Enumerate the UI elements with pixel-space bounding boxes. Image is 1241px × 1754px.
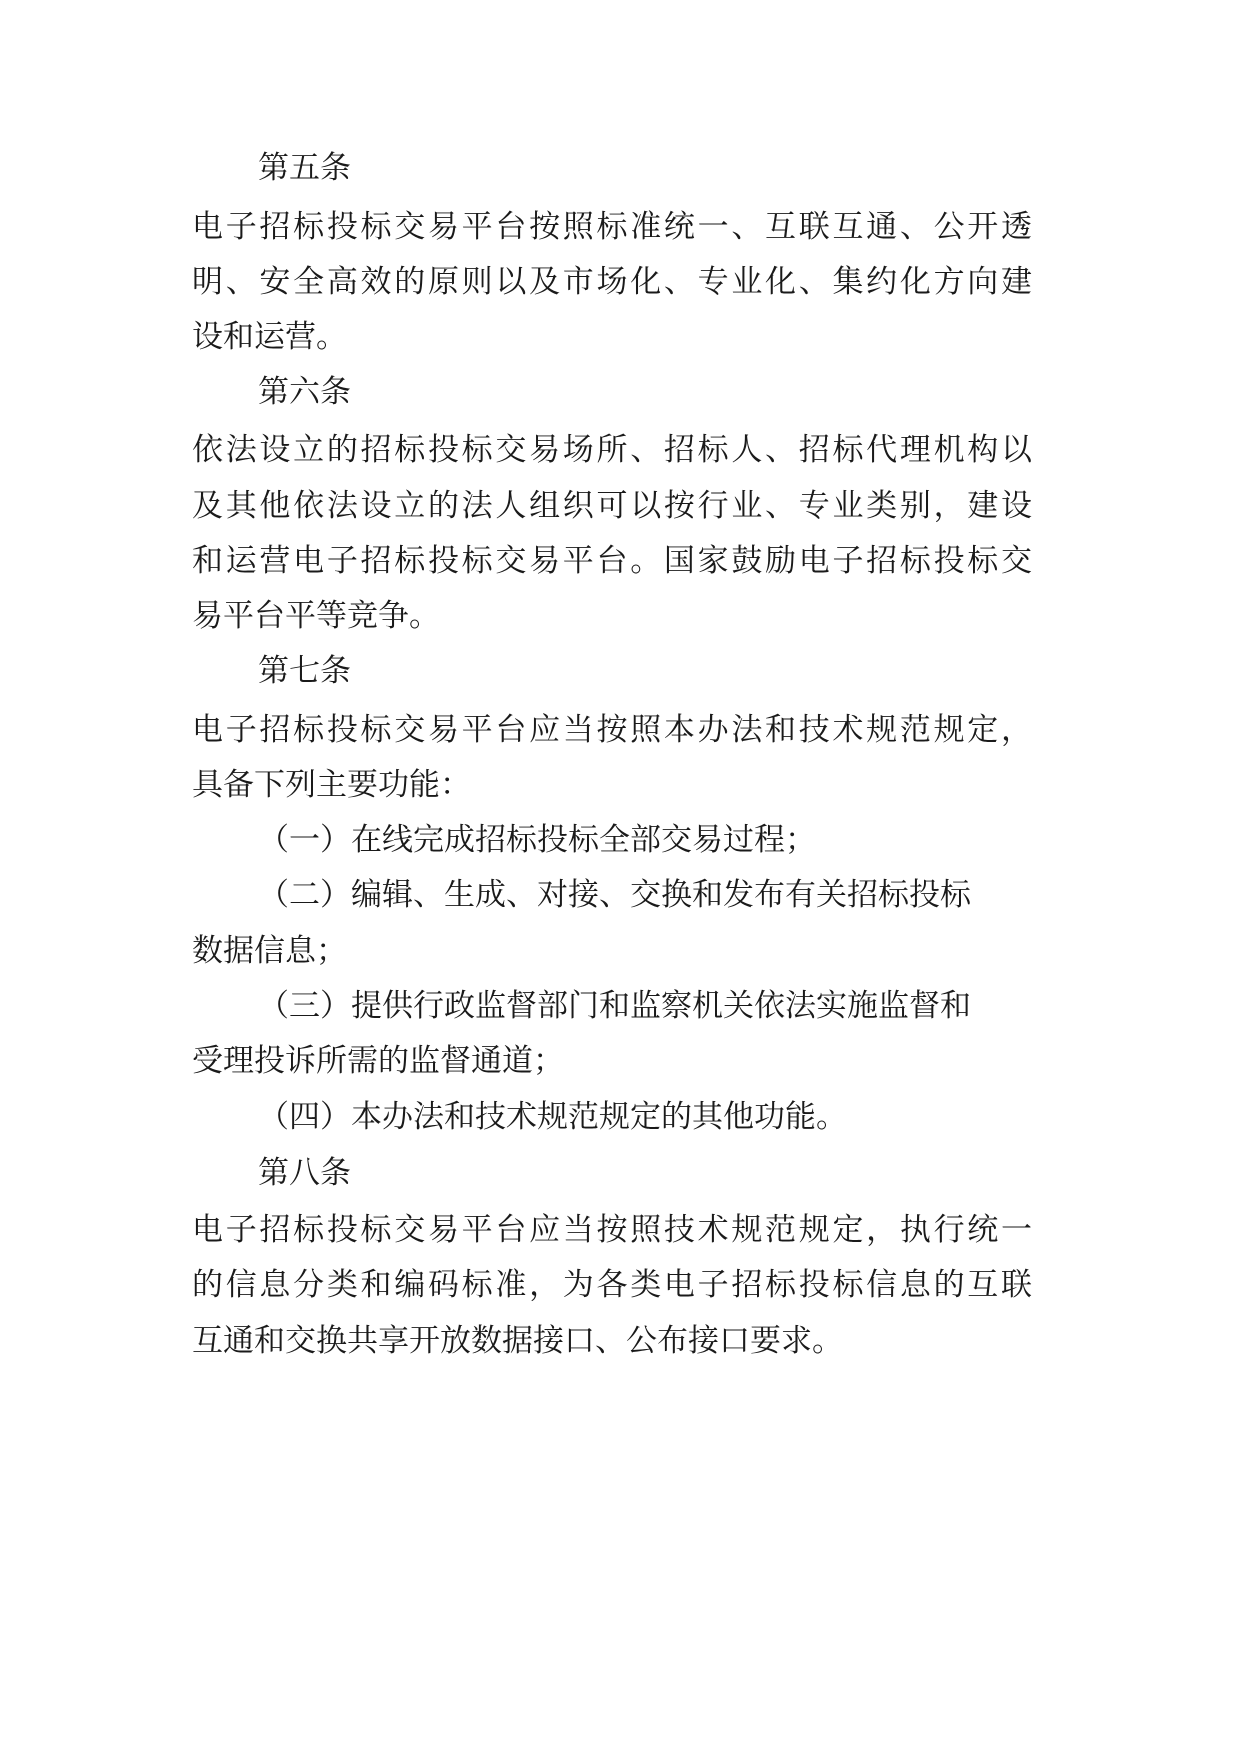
article-7-item-2-line-2: 数据信息； [192,933,347,969]
article-8-title: 第八条 [258,1155,351,1191]
article-6-line-1: 依法设立的招标投标交易场所、招标人、招标代理机构以 [192,432,1032,468]
article-5-title: 第五条 [258,150,351,186]
article-7-item-3-line-2: 受理投诉所需的监督通道； [192,1043,564,1079]
article-6-line-3: 和运营电子招标投标交易平台。国家鼓励电子招标投标交 [192,543,1032,579]
article-8-line-3: 互通和交换共享开放数据接口、公布接口要求。 [192,1323,843,1359]
article-7-title: 第七条 [258,653,351,689]
article-6-title: 第六条 [258,374,351,410]
article-7-item-3-line-1: （三）提供行政监督部门和监察机关依法实施监督和 [258,988,971,1024]
article-5-line-1: 电子招标投标交易平台按照标准统一、互联互通、公开透 [192,209,1032,245]
article-5-line-3: 设和运营。 [192,319,347,355]
article-7-item-1: （一）在线完成招标投标全部交易过程； [258,822,816,858]
article-7-line-2: 具备下列主要功能： [192,767,471,803]
article-8-line-1: 电子招标投标交易平台应当按照技术规范规定，执行统一 [192,1212,1032,1248]
article-6-line-4: 易平台平等竞争。 [192,598,440,634]
article-6-line-2: 及其他依法设立的法人组织可以按行业、专业类别，建设 [192,488,1032,524]
article-7-item-2-line-1: （二）编辑、生成、对接、交换和发布有关招标投标 [258,877,971,913]
article-8-line-2: 的信息分类和编码标准，为各类电子招标投标信息的互联 [192,1267,1032,1303]
article-5-line-2: 明、安全高效的原则以及市场化、专业化、集约化方向建 [192,264,1032,300]
article-7-item-4: （四）本办法和技术规范规定的其他功能。 [258,1099,847,1135]
article-7-line-1: 电子招标投标交易平台应当按照本办法和技术规范规定， [192,712,1032,748]
